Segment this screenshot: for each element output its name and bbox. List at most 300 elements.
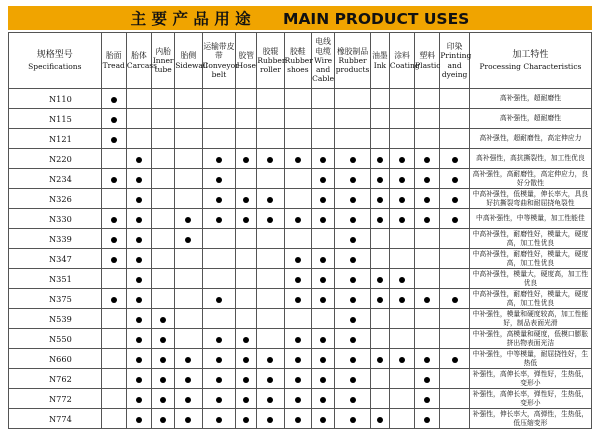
bullet-icon	[350, 217, 356, 223]
bullet-icon	[185, 217, 191, 223]
use-cell	[101, 249, 126, 269]
grade-cell: N115	[9, 109, 102, 129]
table-row	[9, 89, 592, 109]
use-cell	[370, 309, 389, 329]
use-cell	[101, 309, 126, 329]
use-cell	[389, 89, 414, 109]
use-cell	[236, 349, 257, 369]
use-cell	[257, 369, 284, 389]
use-cell	[236, 389, 257, 409]
bullet-icon	[160, 397, 166, 403]
use-cell	[335, 369, 371, 389]
use-cell	[101, 89, 126, 109]
use-cell	[202, 329, 236, 349]
use-cell	[312, 309, 335, 329]
bullet-icon	[136, 337, 142, 343]
table-row	[9, 389, 592, 409]
bullet-icon	[216, 337, 222, 343]
bullet-icon	[216, 217, 222, 223]
bullet-icon	[320, 297, 326, 303]
bullet-icon	[320, 337, 326, 343]
bullet-icon	[295, 417, 301, 423]
bullet-icon	[160, 317, 166, 323]
bullet-icon	[424, 417, 430, 423]
grade-cell: N660	[9, 349, 102, 369]
use-cell	[312, 409, 335, 429]
bullet-icon	[377, 197, 383, 203]
use-cell	[202, 389, 236, 409]
use-cell	[126, 89, 151, 109]
use-cell	[370, 169, 389, 189]
use-cell	[312, 229, 335, 249]
bullet-icon	[350, 317, 356, 323]
use-cell	[389, 349, 414, 369]
use-cell	[370, 109, 389, 129]
use-cell	[335, 329, 371, 349]
grade-cell: N220	[9, 149, 102, 169]
processing-cell: 高补强性，超耐磨性	[469, 109, 591, 129]
bullet-icon	[111, 217, 117, 223]
bullet-icon	[267, 357, 273, 363]
processing-cell: 中高补强性，低模量，伸长率大，具良好抗撕裂弯曲和耐屈挠龟裂性	[469, 189, 591, 209]
use-cell	[202, 369, 236, 389]
use-cell	[335, 389, 371, 409]
use-cell	[152, 169, 175, 189]
use-cell	[312, 269, 335, 289]
use-cell	[284, 409, 311, 429]
use-cell	[126, 309, 151, 329]
use-cell	[152, 229, 175, 249]
header-use-9: 橡胶制品 Rubber products	[335, 33, 371, 89]
table-row	[9, 329, 592, 349]
use-cell	[126, 189, 151, 209]
use-cell	[152, 349, 175, 369]
header-processing: 加工特性 Processing Characteristics	[469, 33, 591, 89]
bullet-icon	[350, 377, 356, 383]
use-cell	[389, 209, 414, 229]
processing-cell: 中高补强性，耐磨性好，模量大，硬度高，加工性优良	[469, 289, 591, 309]
use-cell	[126, 369, 151, 389]
bullet-icon	[295, 157, 301, 163]
use-cell	[101, 149, 126, 169]
header-row	[9, 33, 592, 89]
bullet-icon	[111, 257, 117, 263]
use-cell	[312, 109, 335, 129]
bullet-icon	[111, 117, 117, 123]
use-cell	[335, 349, 371, 369]
use-cell	[236, 329, 257, 349]
use-cell	[440, 229, 469, 249]
table-row	[9, 289, 592, 309]
use-cell	[370, 149, 389, 169]
use-cell	[202, 149, 236, 169]
use-cell	[257, 229, 284, 249]
use-cell	[236, 249, 257, 269]
processing-cell: 补强性，高伸长率，弹性好，生热低，变形小	[469, 389, 591, 409]
use-cell	[101, 169, 126, 189]
bullet-icon	[377, 417, 383, 423]
bullet-icon	[295, 297, 301, 303]
use-cell	[202, 209, 236, 229]
bullet-icon	[136, 317, 142, 323]
use-cell	[236, 209, 257, 229]
use-cell	[370, 249, 389, 269]
grade-cell: N539	[9, 309, 102, 329]
use-cell	[415, 289, 440, 309]
use-cell	[389, 249, 414, 269]
use-cell	[152, 189, 175, 209]
processing-cell: 中高补强性，模量大，硬度高，加工性优良	[469, 269, 591, 289]
use-cell	[312, 209, 335, 229]
table-row	[9, 369, 592, 389]
bullet-icon	[136, 197, 142, 203]
bullet-icon	[295, 217, 301, 223]
use-cell	[175, 309, 202, 329]
use-cell	[415, 89, 440, 109]
bullet-icon	[243, 217, 249, 223]
use-cell	[152, 109, 175, 129]
header-use-2: 内胎 Inner tube	[152, 33, 175, 89]
use-cell	[389, 109, 414, 129]
use-cell	[440, 409, 469, 429]
use-cell	[335, 309, 371, 329]
use-cell	[126, 249, 151, 269]
use-cell	[440, 89, 469, 109]
bullet-icon	[111, 137, 117, 143]
processing-cell: 高补强性，超耐磨性，高定伸应力	[469, 129, 591, 149]
use-cell	[335, 229, 371, 249]
use-cell	[175, 389, 202, 409]
bullet-icon	[267, 157, 273, 163]
table-row	[9, 129, 592, 149]
bullet-icon	[377, 157, 383, 163]
use-cell	[202, 89, 236, 109]
use-cell	[152, 409, 175, 429]
use-cell	[440, 249, 469, 269]
bullet-icon	[295, 257, 301, 263]
bullet-icon	[377, 277, 383, 283]
use-cell	[440, 289, 469, 309]
bullet-icon	[243, 377, 249, 383]
grade-cell: N326	[9, 189, 102, 209]
use-cell	[389, 149, 414, 169]
bullet-icon	[136, 217, 142, 223]
use-cell	[101, 289, 126, 309]
grade-cell: N339	[9, 229, 102, 249]
page-title: 主 要 产 品 用 途 MAIN PRODUCT USES	[130, 10, 470, 28]
use-cell	[126, 289, 151, 309]
bullet-icon	[350, 277, 356, 283]
use-cell	[126, 329, 151, 349]
use-cell	[126, 169, 151, 189]
header-use-1: 胎体 Carcass	[126, 33, 151, 89]
use-cell	[257, 109, 284, 129]
bullet-icon	[350, 177, 356, 183]
use-cell	[236, 189, 257, 209]
use-cell	[152, 249, 175, 269]
bullet-icon	[267, 377, 273, 383]
use-cell	[175, 129, 202, 149]
bullet-icon	[136, 157, 142, 163]
use-cell	[415, 189, 440, 209]
use-cell	[152, 389, 175, 409]
use-cell	[257, 129, 284, 149]
bullet-icon	[243, 337, 249, 343]
use-cell	[236, 169, 257, 189]
table-body	[9, 89, 592, 429]
header-use-8: 电线电缆 Wire and Cable	[312, 33, 335, 89]
use-cell	[370, 329, 389, 349]
bullet-icon	[136, 357, 142, 363]
use-cell	[335, 89, 371, 109]
use-cell	[152, 149, 175, 169]
table-row	[9, 409, 592, 429]
bullet-icon	[424, 357, 430, 363]
bullet-icon	[320, 217, 326, 223]
use-cell	[202, 249, 236, 269]
table-row	[9, 149, 592, 169]
use-cell	[370, 89, 389, 109]
header-specifications: 规格型号 Specifications	[9, 33, 102, 89]
bullet-icon	[136, 397, 142, 403]
bullet-icon	[377, 217, 383, 223]
use-cell	[335, 129, 371, 149]
bullet-icon	[399, 177, 405, 183]
use-cell	[415, 329, 440, 349]
bullet-icon	[452, 157, 458, 163]
use-cell	[101, 389, 126, 409]
processing-cell: 中高补强性，耐磨性好，模量大，硬度高，加工性优良	[469, 249, 591, 269]
use-cell	[175, 209, 202, 229]
use-cell	[415, 229, 440, 249]
processing-cell: 高补强性，高抗撕裂性，加工性优良	[469, 149, 591, 169]
use-cell	[440, 129, 469, 149]
bullet-icon	[320, 157, 326, 163]
use-cell	[284, 249, 311, 269]
use-cell	[202, 109, 236, 129]
bullet-icon	[452, 197, 458, 203]
use-cell	[312, 249, 335, 269]
use-cell	[284, 389, 311, 409]
use-cell	[312, 149, 335, 169]
use-cell	[370, 289, 389, 309]
header-use-11: 涂料 Coating	[389, 33, 414, 89]
use-cell	[440, 209, 469, 229]
bullet-icon	[267, 397, 273, 403]
processing-cell: 中高补强性，中等模量，加工性能佳	[469, 209, 591, 229]
use-cell	[101, 369, 126, 389]
use-cell	[101, 209, 126, 229]
bullet-icon	[136, 417, 142, 423]
bullet-icon	[160, 417, 166, 423]
use-cell	[152, 129, 175, 149]
product-uses-table	[8, 32, 592, 429]
bullet-icon	[377, 177, 383, 183]
table-row	[9, 229, 592, 249]
use-cell	[126, 129, 151, 149]
use-cell	[202, 289, 236, 309]
bullet-icon	[399, 357, 405, 363]
use-cell	[415, 109, 440, 129]
bullet-icon	[136, 237, 142, 243]
bullet-icon	[160, 377, 166, 383]
use-cell	[312, 289, 335, 309]
use-cell	[175, 349, 202, 369]
bullet-icon	[243, 397, 249, 403]
table-row	[9, 249, 592, 269]
use-cell	[152, 369, 175, 389]
bullet-icon	[320, 417, 326, 423]
bullet-icon	[424, 377, 430, 383]
use-cell	[284, 309, 311, 329]
bullet-icon	[350, 417, 356, 423]
title-banner	[8, 6, 592, 30]
table-row	[9, 109, 592, 129]
table-row	[9, 209, 592, 229]
header-use-6: 胶辊 Rubber roller	[257, 33, 284, 89]
bullet-icon	[377, 357, 383, 363]
use-cell	[440, 149, 469, 169]
use-cell	[257, 289, 284, 309]
use-cell	[389, 409, 414, 429]
use-cell	[312, 389, 335, 409]
table-row	[9, 309, 592, 329]
bullet-icon	[320, 277, 326, 283]
use-cell	[202, 309, 236, 329]
bullet-icon	[185, 397, 191, 403]
use-cell	[257, 389, 284, 409]
bullet-icon	[216, 417, 222, 423]
use-cell	[257, 409, 284, 429]
use-cell	[370, 129, 389, 149]
bullet-icon	[320, 177, 326, 183]
table-row	[9, 349, 592, 369]
use-cell	[415, 169, 440, 189]
use-cell	[175, 189, 202, 209]
use-cell	[152, 289, 175, 309]
use-cell	[284, 289, 311, 309]
use-cell	[284, 229, 311, 249]
grade-cell: N351	[9, 269, 102, 289]
bullet-icon	[320, 357, 326, 363]
use-cell	[415, 389, 440, 409]
bullet-icon	[295, 277, 301, 283]
use-cell	[312, 129, 335, 149]
use-cell	[152, 89, 175, 109]
use-cell	[202, 129, 236, 149]
use-cell	[257, 349, 284, 369]
header-use-7: 胶鞋 Rubber shoes	[284, 33, 311, 89]
use-cell	[389, 169, 414, 189]
use-cell	[335, 289, 371, 309]
use-cell	[236, 109, 257, 129]
use-cell	[126, 349, 151, 369]
bullet-icon	[320, 257, 326, 263]
use-cell	[175, 409, 202, 429]
use-cell	[202, 169, 236, 189]
bullet-icon	[424, 397, 430, 403]
bullet-icon	[216, 197, 222, 203]
use-cell	[175, 229, 202, 249]
use-cell	[175, 289, 202, 309]
processing-cell: 补强性，高伸长率，弹性好，生热低，变形小	[469, 369, 591, 389]
bullet-icon	[399, 217, 405, 223]
use-cell	[126, 149, 151, 169]
use-cell	[312, 89, 335, 109]
use-cell	[389, 369, 414, 389]
bullet-icon	[452, 177, 458, 183]
use-cell	[370, 269, 389, 289]
use-cell	[440, 169, 469, 189]
bullet-icon	[243, 197, 249, 203]
header-use-4: 运输带皮带 Conveyor belt	[202, 33, 236, 89]
use-cell	[284, 349, 311, 369]
bullet-icon	[350, 297, 356, 303]
processing-cell: 中高补强性，耐磨性好，模量大，硬度高，加工性优良	[469, 229, 591, 249]
bullet-icon	[295, 397, 301, 403]
bullet-icon	[185, 417, 191, 423]
use-cell	[257, 209, 284, 229]
use-cell	[284, 109, 311, 129]
use-cell	[101, 269, 126, 289]
use-cell	[175, 249, 202, 269]
use-cell	[236, 289, 257, 309]
use-cell	[126, 209, 151, 229]
bullet-icon	[216, 157, 222, 163]
bullet-icon	[320, 377, 326, 383]
use-cell	[175, 169, 202, 189]
use-cell	[101, 109, 126, 129]
use-cell	[284, 89, 311, 109]
processing-cell: 高补强性，高耐磨性，高定伸应力，良好分散性	[469, 169, 591, 189]
use-cell	[370, 209, 389, 229]
grade-cell: N347	[9, 249, 102, 269]
use-cell	[415, 209, 440, 229]
grade-cell: N110	[9, 89, 102, 109]
use-cell	[415, 129, 440, 149]
use-cell	[284, 189, 311, 209]
use-cell	[152, 309, 175, 329]
use-cell	[152, 329, 175, 349]
use-cell	[257, 249, 284, 269]
bullet-icon	[136, 257, 142, 263]
use-cell	[312, 369, 335, 389]
bullet-icon	[350, 337, 356, 343]
use-cell	[236, 409, 257, 429]
use-cell	[101, 409, 126, 429]
bullet-icon	[424, 157, 430, 163]
use-cell	[335, 189, 371, 209]
use-cell	[126, 229, 151, 249]
bullet-icon	[216, 357, 222, 363]
use-cell	[389, 129, 414, 149]
use-cell	[175, 369, 202, 389]
use-cell	[126, 409, 151, 429]
use-cell	[202, 229, 236, 249]
use-cell	[101, 129, 126, 149]
bullet-icon	[136, 277, 142, 283]
use-cell	[101, 329, 126, 349]
bullet-icon	[295, 377, 301, 383]
use-cell	[389, 389, 414, 409]
bullet-icon	[216, 397, 222, 403]
use-cell	[101, 349, 126, 369]
use-cell	[284, 369, 311, 389]
bullet-icon	[399, 157, 405, 163]
use-cell	[440, 189, 469, 209]
use-cell	[175, 329, 202, 349]
bullet-icon	[377, 297, 383, 303]
